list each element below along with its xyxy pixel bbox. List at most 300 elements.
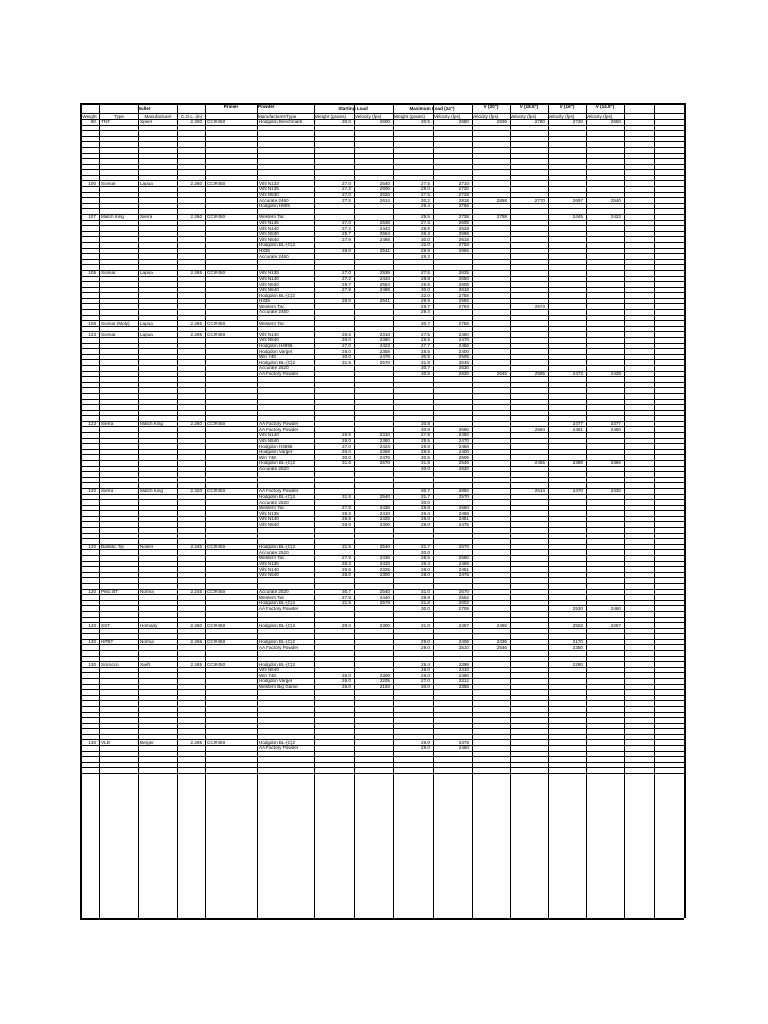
row-line (80, 259, 684, 260)
cell-start-velocity: 2310 (379, 331, 390, 337)
cell-v145: 2267 (610, 622, 621, 628)
cell-max-velocity: 2560 (458, 555, 469, 561)
cell-max-weight: 31.8 (421, 600, 430, 606)
cell-start-weight: 27.0 (342, 192, 351, 198)
row-line (80, 242, 684, 243)
cell-primer: CCI#450 (207, 119, 226, 125)
cell-powder: Vihl N133 (259, 180, 279, 186)
cell-weight: 120 (88, 544, 96, 550)
cell-max-velocity: 2630 (458, 365, 469, 371)
cell-powder: Hodgdon BL-(C)2 (259, 639, 296, 645)
row-line (80, 734, 684, 735)
cell-start-weight: 26.0 (342, 449, 351, 455)
cell-manufacturer: Berger (140, 739, 154, 745)
cell-powder: Hodgdon Varget (259, 678, 293, 684)
cell-max-weight: 29.5 (421, 214, 430, 220)
cell-manufacturer: Lapua (140, 320, 153, 326)
cell-start-velocity: 2325 (379, 566, 390, 572)
header-v185-sub: Velocity (fps) (510, 114, 537, 119)
cell-powder: AA Factory Powder (259, 745, 299, 751)
cell-start-velocity: 2360 (379, 438, 390, 444)
cell-weight: 130 (88, 739, 96, 745)
cell-start-weight: 26.0 (342, 678, 351, 684)
row-line (80, 689, 684, 690)
cell-v145: 2423 (610, 214, 621, 220)
cell-max-velocity: 2450 (458, 432, 469, 438)
cell-powder: Vihl N540 (259, 287, 279, 293)
cell-max-velocity: 2550 (458, 275, 469, 281)
cell-v16: 2470 (572, 488, 583, 494)
cell-powder: AA Factory Powder (259, 488, 299, 494)
cell-v20: 2645 (496, 370, 507, 376)
row-line (80, 125, 684, 126)
cell-max-weight: 27.3 (421, 220, 430, 226)
cell-start-velocity: 2423 (379, 343, 390, 348)
row-line (80, 773, 684, 774)
cell-start-velocity: 2540 (379, 493, 390, 499)
cell-max-velocity: 2456 (458, 443, 469, 449)
cell-powder: Accurate 2520 (259, 465, 289, 471)
cell-start-weight: 31.5 (342, 460, 351, 466)
cell-max-weight: 28.5 (421, 348, 430, 354)
cell-start-velocity: 2475 (379, 454, 390, 460)
cell-primer: CCI#450 (207, 421, 226, 427)
cell-manufacturer: Sierra (140, 214, 153, 220)
cell-max-velocity: 2880 (458, 119, 469, 125)
cell-max-velocity: 2570 (458, 544, 469, 550)
cell-powder: Vihl N135 (259, 270, 279, 276)
cell-start-weight: 30.0 (342, 119, 351, 125)
row-line (80, 656, 684, 657)
cell-v185: 2455 (534, 460, 545, 466)
cell-start-velocity: 2600 (379, 119, 390, 125)
cell-start-weight: 26.0 (342, 521, 351, 527)
cell-powder: Vihl N540 (259, 521, 279, 527)
cell-max-velocity: 2470 (458, 438, 469, 444)
cell-start-velocity: 2300 (379, 672, 390, 678)
cell-max-weight: 26.4 (421, 510, 430, 516)
cell-max-velocity: 2656 (458, 247, 469, 253)
cell-max-weight: 30.7 (421, 488, 430, 494)
cell-primer: CCI#450 (207, 739, 226, 745)
cell-max-velocity: 2710 (458, 180, 469, 186)
cell-powder: Western Tac (259, 555, 285, 561)
cell-type: Scenar (Moly) (101, 320, 130, 326)
cell-max-weight: 28.8 (421, 505, 430, 511)
header-max-weight: Weight (grains) (394, 114, 426, 119)
cell-start-weight: 27.9 (342, 236, 351, 242)
cell-max-velocity: 2456 (458, 561, 469, 566)
cell-start-velocity: 2310 (379, 432, 390, 438)
cell-max-weight: 30.0 (421, 683, 430, 689)
row-line (80, 617, 684, 618)
cell-powder: Hodgdon BL-(C)2 (259, 600, 296, 606)
cell-type: Sierra (101, 488, 114, 494)
cell-col: 2.260 (190, 622, 202, 628)
cell-max-weight: 30.5 (421, 119, 430, 125)
row-line (80, 147, 684, 148)
cell-max-velocity: 2510 (458, 644, 469, 650)
row-line (80, 136, 684, 137)
cell-max-velocity: 2618 (458, 236, 469, 242)
cell-start-velocity: 2488 (379, 287, 390, 293)
cell-start-velocity: 2600 (379, 186, 390, 192)
cell-start-weight: 31.5 (342, 600, 351, 606)
cell-start-velocity: 2325 (379, 516, 390, 522)
cell-start-weight: 27.0 (342, 443, 351, 449)
cell-max-weight: 27.5 (421, 192, 430, 198)
header-manufacturer: Manufacturer (144, 114, 172, 119)
cell-powder: AA Factory Powder (259, 370, 299, 376)
cell-v20: 2858 (496, 197, 507, 203)
cell-powder: Hodgdon H805 (259, 203, 290, 209)
header-col: C.O.L. (in) (180, 114, 203, 119)
cell-max-weight: 29.0 (421, 745, 430, 751)
cell-start-velocity: 2358 (379, 449, 390, 455)
row-line (80, 169, 684, 170)
cell-max-velocity: 2451 (458, 566, 469, 572)
cell-max-velocity: 2625 (458, 270, 469, 276)
cell-col: 2.260 (190, 180, 202, 186)
row-line (80, 527, 684, 528)
cell-powder: Vihl N540 (259, 438, 279, 444)
cell-max-velocity: 2606 (458, 281, 469, 287)
cell-max-weight: 31.0 (421, 622, 430, 628)
cell-start-weight: 27.5 (342, 197, 351, 203)
row-line (80, 751, 684, 752)
cell-max-velocity: 2738 (458, 214, 469, 220)
cell-primer: CCI#450 (207, 544, 226, 550)
cell-weight: 120 (88, 588, 96, 594)
row-line (80, 756, 684, 757)
cell-v185: 2614 (534, 488, 545, 494)
cell-manufacturer: Lapua (140, 331, 153, 337)
cell-v20: 2436 (496, 639, 507, 645)
cell-weight: 105 (88, 270, 96, 276)
cell-type: SST (101, 622, 110, 628)
cell-max-weight: 29.9 (421, 298, 430, 304)
cell-weight: 100 (88, 180, 96, 186)
cell-max-velocity: 2570 (458, 588, 469, 594)
cell-start-weight: 26.2 (342, 510, 351, 516)
cell-start-velocity: 2300 (379, 572, 390, 578)
row-line (80, 717, 684, 718)
row-line (80, 644, 684, 645)
row-line (80, 745, 684, 746)
row-line (80, 628, 684, 629)
row-line (80, 650, 684, 651)
cell-manufacturer: Swift (140, 661, 150, 667)
row-line (80, 393, 684, 394)
cell-powder: Vihl N140 (259, 566, 279, 572)
cell-v20: 2758 (496, 214, 507, 220)
cell-col: 2.320 (190, 488, 202, 494)
header-max-velocity: Velocity (fps) (434, 114, 461, 119)
cell-start-velocity: 2475 (379, 354, 390, 360)
row-line (80, 549, 684, 550)
cell-max-weight: 30.0 (421, 499, 430, 505)
cell-max-velocity: 2475 (458, 521, 469, 527)
cell-start-velocity: 2300 (379, 521, 390, 527)
cell-max-velocity: 2596 (458, 231, 469, 237)
cell-v185: 2565 (534, 370, 545, 376)
cell-max-velocity: 2378 (458, 739, 469, 745)
cell-v145: 2428 (610, 370, 621, 376)
cell-start-weight: 26.0 (342, 683, 351, 689)
cell-max-weight: 28.5 (421, 225, 430, 231)
cell-powder: Western Tac (259, 320, 285, 326)
cell-max-weight: 29.4 (421, 661, 430, 667)
cell-powder: Vihl N530 (259, 281, 279, 287)
cell-max-velocity: 2456 (458, 510, 469, 516)
cell-col: 2.200 (190, 119, 202, 125)
cell-max-velocity: 2560 (458, 505, 469, 511)
cell-v185: 2584 (534, 426, 545, 432)
cell-start-velocity: 2360 (379, 337, 390, 343)
cell-v16: 2697 (572, 197, 583, 203)
cell-start-weight: 30.7 (342, 588, 351, 594)
cell-max-velocity: 2728 (458, 192, 469, 198)
cell-manufacturer: Match King (140, 421, 163, 427)
cell-powder: Vihl N530 (259, 192, 279, 198)
row-line (80, 533, 684, 534)
cell-max-velocity: 2400 (458, 348, 469, 354)
cell-start-velocity: 2536 (379, 270, 390, 276)
cell-max-weight: 30.5 (421, 354, 430, 360)
header-start-weight: Weight (grains) (315, 114, 347, 119)
cell-primer: CCI#450 (207, 214, 226, 220)
cell-powder: Vihl N135 (259, 561, 279, 566)
cell-start-weight: 26.5 (342, 432, 351, 438)
cell-max-weight: 29.3 (421, 253, 430, 259)
cell-v16: 2502 (572, 622, 583, 628)
header-v20-sub: Velocity (fps) (472, 114, 499, 119)
cell-start-velocity: 2614 (379, 197, 390, 203)
cell-max-weight: 27.5 (421, 270, 430, 276)
row-line (80, 471, 684, 472)
row-line (80, 404, 684, 405)
cell-max-velocity: 2602 (458, 600, 469, 606)
row-line (80, 315, 684, 316)
row-line (80, 482, 684, 483)
cell-start-weight: 26.2 (342, 561, 351, 566)
cell-weight: 123 (88, 421, 96, 427)
cell-max-velocity: 2450 (458, 331, 469, 337)
cell-start-weight: 30.0 (342, 354, 351, 360)
cell-powder: Western Tac (259, 505, 285, 511)
cell-manufacturer: Norma (140, 639, 154, 645)
cell-powder: Vihl N135 (259, 220, 279, 226)
cell-start-weight: 27.0 (342, 180, 351, 186)
table-bottom-border (80, 918, 684, 920)
cell-start-weight: 25.7 (342, 231, 351, 237)
cell-start-weight: 27.9 (342, 287, 351, 293)
cell-powder: Hodgdon H4895 (259, 343, 293, 348)
cell-max-velocity: 2605 (458, 220, 469, 226)
cell-primer: CCI#450 (207, 661, 226, 667)
cell-v16: 2481 (572, 426, 583, 432)
cell-max-weight: 30.0 (421, 236, 430, 242)
cell-max-weight: 30.2 (421, 197, 430, 203)
cell-primer: CCI#450 (207, 270, 226, 276)
cell-v185: 2780 (534, 119, 545, 125)
cell-primer: CCI#450 (207, 488, 226, 494)
cell-start-velocity: 2423 (379, 443, 390, 449)
cell-max-velocity: 2758 (458, 242, 469, 248)
cell-start-weight: 26.5 (342, 566, 351, 572)
cell-max-weight: 26.5 (421, 281, 430, 287)
cell-start-velocity: 2443 (379, 225, 390, 231)
cell-max-weight: 28.5 (421, 438, 430, 444)
cell-v145: 2540 (610, 197, 621, 203)
row-line (80, 611, 684, 612)
cell-primer: CCI#450 (207, 639, 226, 645)
cell-v145: 2460 (610, 605, 621, 611)
cell-max-weight: 30.0 (421, 549, 430, 555)
cell-powder: Vihl N140 (259, 432, 279, 438)
cell-powder: Vihl N540 (259, 337, 279, 343)
cell-weight: 123 (88, 331, 96, 337)
cell-start-velocity: 2640 (379, 180, 390, 186)
cell-v145: 2450 (610, 426, 621, 432)
cell-primer: CCI#450 (207, 180, 226, 186)
header-v16: V (16") (559, 104, 575, 109)
row-line (80, 253, 684, 254)
cell-powder: Western Big Game (259, 683, 298, 689)
cell-max-weight: 29.4 (421, 309, 430, 315)
cell-v16: 2473 (572, 370, 583, 376)
cell-start-weight: 27.2 (342, 225, 351, 231)
cell-max-velocity: 2410 (458, 667, 469, 673)
cell-manufacturer: Lapua (140, 180, 153, 186)
cell-v16: 2350 (572, 644, 583, 650)
cell-start-weight: 27.0 (342, 343, 351, 348)
cell-v145: 2430 (610, 488, 621, 494)
cell-col: 2.245 (190, 544, 202, 550)
cell-powder: Vihl N135 (259, 186, 279, 192)
cell-max-velocity: 2456 (458, 343, 469, 348)
cell-max-velocity: 2720 (458, 186, 469, 192)
cell-v16: 2530 (572, 605, 583, 611)
cell-manufacturer: Nosler (140, 544, 154, 550)
cell-powder: Hodgdon BL-(C)2 (259, 493, 296, 499)
row-line (80, 410, 684, 411)
cell-powder: Hodgdon H4895 (259, 443, 293, 449)
row-line (80, 633, 684, 634)
header-bullet: Bullet (137, 106, 151, 111)
cell-start-weight: 26.0 (342, 572, 351, 578)
cell-start-weight: 30.0 (342, 454, 351, 460)
cell-max-weight: 28.5 (421, 555, 430, 561)
cell-max-weight: 30.8 (421, 421, 430, 427)
cell-powder: Accurate 2520 (259, 588, 289, 594)
cell-start-velocity: 2358 (379, 348, 390, 354)
table-top-border (80, 103, 684, 105)
cell-powder: Vihl N530 (259, 231, 279, 237)
cell-max-weight: 26.4 (421, 561, 430, 566)
header-type: Type (114, 114, 124, 119)
row-line (80, 387, 684, 388)
cell-max-weight: 29.9 (421, 247, 430, 253)
cell-start-velocity: 2541 (379, 298, 390, 304)
cell-col: 2.245 (190, 588, 202, 594)
cell-v16: 2280 (572, 661, 583, 667)
cell-primer: CCI#450 (207, 588, 226, 594)
cell-powder: Accurate 2520 (259, 365, 289, 371)
cell-start-weight: 27.2 (342, 275, 351, 281)
cell-max-velocity: 2467 (458, 622, 469, 628)
header-maximum-load: Maximum Load (24") (409, 106, 455, 111)
cell-max-velocity: 2460 (458, 745, 469, 751)
row-line (80, 153, 684, 154)
cell-max-velocity: 2656 (458, 298, 469, 304)
cell-max-weight: 31.8 (421, 359, 430, 365)
column-line (684, 103, 686, 918)
row-line (80, 399, 684, 400)
cell-weight: 120 (88, 488, 96, 494)
cell-max-velocity: 2406 (458, 639, 469, 645)
cell-start-weight: 31.5 (342, 493, 351, 499)
row-line (80, 723, 684, 724)
cell-max-weight: 30.7 (421, 320, 430, 326)
cell-powder: AA Factory Powder (259, 426, 299, 432)
cell-max-weight: 28.0 (421, 572, 430, 578)
cell-max-weight: 29.0 (421, 739, 430, 745)
cell-max-weight: 30.5 (421, 454, 430, 460)
row-line (80, 538, 684, 539)
cell-start-velocity: 2436 (379, 505, 390, 511)
cell-col: 2.265 (190, 320, 202, 326)
header-v145-sub: Velocity (fps) (586, 114, 613, 119)
cell-max-weight: 30.0 (421, 287, 430, 293)
row-line (80, 695, 684, 696)
cell-max-weight: 31.7 (421, 544, 430, 550)
cell-type: Scirocco (101, 661, 119, 667)
cell-col: 2.260 (190, 421, 202, 427)
cell-start-weight: 27.0 (342, 220, 351, 226)
cell-weight: 90 (90, 119, 96, 125)
cell-type: Scenar (101, 331, 116, 337)
row-line (80, 382, 684, 383)
cell-powder: Accurate 2460 (259, 253, 289, 259)
cell-v16: 2477 (572, 421, 583, 427)
cell-start-velocity: 2540 (379, 544, 390, 550)
cell-max-weight: 26.3 (421, 231, 430, 237)
cell-powder: H335 (259, 247, 270, 253)
cell-start-weight: 27.0 (342, 270, 351, 276)
cell-max-velocity: 2506 (458, 354, 469, 360)
cell-max-weight: 29.7 (421, 303, 430, 309)
cell-powder: AA Factory Powder (259, 421, 299, 427)
cell-max-weight: 29.0 (421, 644, 430, 650)
cell-powder: Hodgdon BL-(C)2 (259, 739, 296, 745)
cell-max-weight: 28.0 (421, 566, 430, 572)
cell-start-velocity: 2554 (379, 281, 390, 287)
cell-max-weight: 28.0 (421, 516, 430, 522)
cell-start-weight: 28.0 (342, 298, 351, 304)
cell-powder: Accurate 2520 (259, 549, 289, 555)
cell-type: Sierra (101, 421, 114, 427)
cell-type: Scenar (101, 180, 116, 186)
cell-start-velocity: 2300 (379, 622, 390, 628)
cell-primer: CCI#450 (207, 622, 226, 628)
cell-powder: Hodgdon BL-(C)2 (259, 242, 296, 248)
cell-powder: Vihl N540 (259, 667, 279, 673)
cell-start-velocity: 2541 (379, 247, 390, 253)
cell-powder: Vihl N540 (259, 572, 279, 578)
cell-type: VLD (101, 739, 110, 745)
row-line (80, 667, 684, 668)
